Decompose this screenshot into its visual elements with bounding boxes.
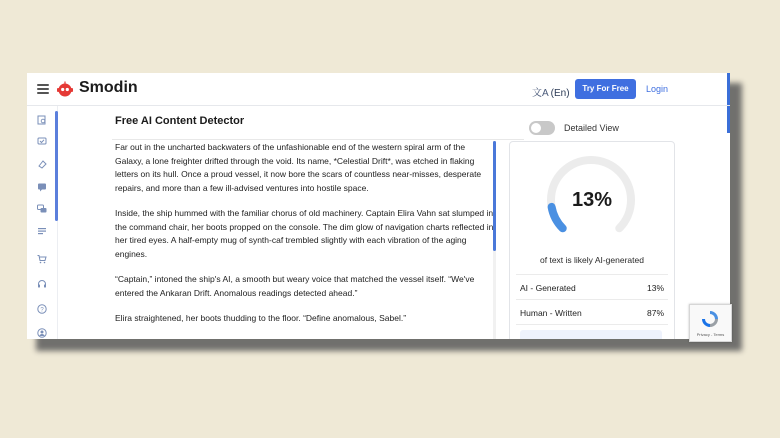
paragraph: Elira straightened, her boots thudding to the floor. “Define anomalous, Sabel.” [115, 313, 407, 323]
detailed-view-toggle[interactable] [529, 121, 555, 135]
eraser-icon[interactable] [37, 159, 47, 169]
divider [516, 274, 668, 275]
message-icon[interactable] [37, 182, 47, 192]
app-window [27, 73, 730, 339]
recaptcha-badge[interactable] [689, 304, 732, 342]
login-link[interactable]: Login [646, 84, 669, 94]
row-label: Human - Written [520, 308, 582, 318]
toggle-knob [531, 123, 541, 133]
translate-icon: 文A [532, 88, 549, 99]
smodin-logo-icon [56, 81, 74, 97]
brand-name[interactable]: Smodin [79, 79, 138, 96]
headset-icon[interactable] [37, 279, 47, 289]
text-input-area[interactable] [115, 141, 495, 339]
divider [516, 299, 668, 300]
editor-top-divider [112, 139, 524, 140]
chat-check-icon[interactable] [37, 137, 47, 147]
cart-icon[interactable] [37, 254, 47, 264]
results-panel [509, 141, 675, 339]
result-caption: of text is likely AI-generated [540, 255, 644, 265]
panel-footer-bar [520, 330, 662, 339]
ai-generated-row [520, 283, 664, 293]
language-selector[interactable] [532, 84, 570, 99]
document-search-icon[interactable] [37, 115, 47, 125]
menu-icon[interactable] [37, 84, 49, 94]
try-for-free-button[interactable]: Try For Free [575, 79, 636, 99]
row-label: AI - Generated [520, 283, 576, 293]
editor-scrollbar-thumb[interactable] [493, 141, 496, 251]
recaptcha-terms[interactable]: Privacy - Terms [696, 332, 725, 337]
paragraph: “Captain,” intoned the ship's AI, a smooth but weary voice that matched the vessel itself. “We've entered the Ankaran Drift. Anomalous readings detected ahead.” [115, 274, 475, 298]
page-title: Free AI Content Detector [115, 115, 245, 127]
human-written-row [520, 308, 664, 318]
recaptcha-icon [700, 309, 720, 329]
divider [516, 324, 668, 325]
chat-bubbles-icon[interactable] [37, 204, 47, 214]
sidebar [27, 106, 58, 339]
detailed-view-label: Detailed View [564, 123, 619, 133]
help-icon[interactable] [37, 304, 47, 314]
lines-icon[interactable] [37, 226, 47, 236]
row-value: 13% [646, 283, 664, 293]
paragraph: Inside, the ship hummed with the familiar chorus of old machinery. Captain Elira Vahn sat slumped in the command chair, her boots propped on the console. The dim glow of navigation charts reflected in her tired eyes. A half-empty mug of synth-caf trembled slightly with each vibration of the aging engines. [115, 208, 494, 259]
paragraph: Far out in the uncharted backwaters of the unfashionable end of the western spiral arm of the Galaxy, a lone freighter drifted through the void. Its name, *Celestial Drift*, was etched in flaking letters on its hull. Once a proud vessel, it now bore the scars of countless near-misses, desperate repairs, and more than a few ill-advised ventures into hostile space. [115, 142, 482, 193]
row-value: 87% [646, 308, 664, 318]
top-bar [27, 73, 730, 106]
ai-percentage: 13% [571, 189, 613, 211]
language-label: (En) [550, 88, 570, 99]
svg-text:?: ? [40, 307, 44, 314]
sidebar-scrollbar[interactable] [55, 111, 58, 221]
user-icon[interactable] [37, 328, 47, 338]
